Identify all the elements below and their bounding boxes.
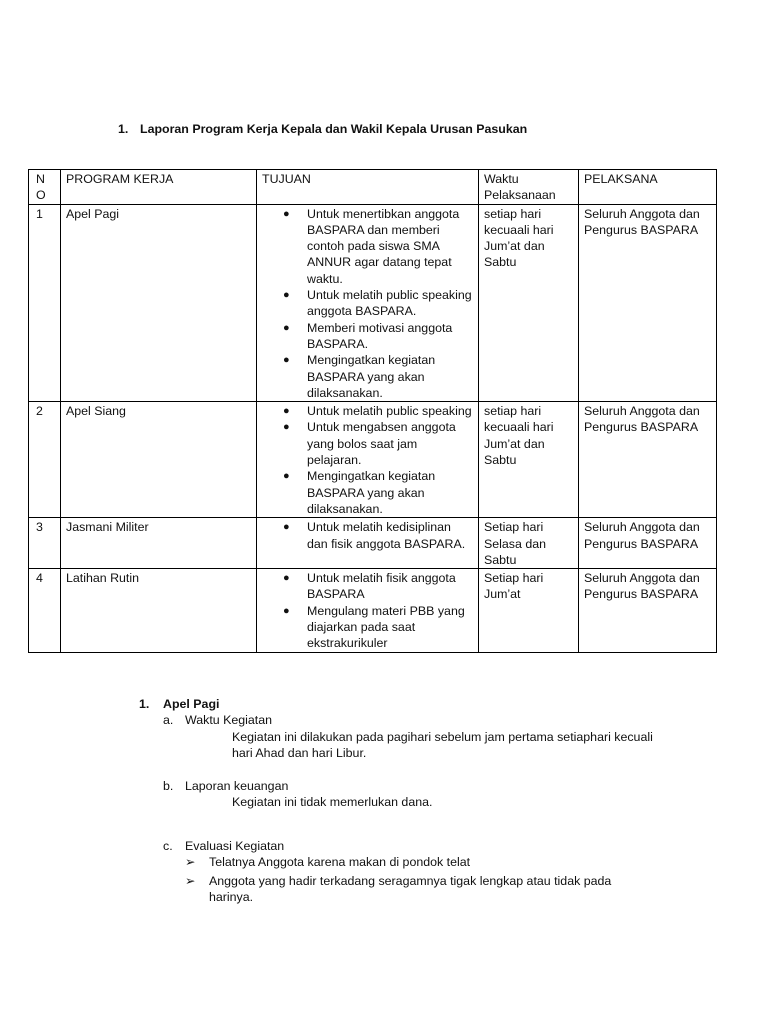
subsection-a-text-line2: hari Ahad dan hari Libur. [232,746,367,760]
subsection-b-label: b. [163,779,174,793]
tujuan-text: Untuk mengabsen anggota yang bolos saat jam pelajaran. [307,420,456,468]
row-pelaksana: Seluruh Anggota dan Pengurus BASPARA [579,204,717,402]
evaluation-item-text: Anggota yang hadir terkadang seragamnya tigak lengkap atau tidak pada [209,874,612,888]
row-program: Latihan Rutin [61,569,257,652]
table-row [29,204,717,402]
tujuan-text: Mengulang materi PBB yang diajarkan pada saat ekstrakurikuler [307,603,465,651]
header-waktu: Waktu Pelaksanaan [479,170,579,205]
row-pelaksana: Seluruh Anggota dan Pengurus BASPARA [579,518,717,569]
tujuan-item [269,403,474,419]
row-pelaksana: Seluruh Anggota dan Pengurus BASPARA [579,569,717,652]
subsection-c-title: Evaluasi Kegiatan [185,839,285,853]
row-waktu: setiap hari kecuaali hari Jum’at dan Sabtu [479,204,579,402]
row-waktu: Setiap hari Jum’at [479,569,579,652]
tujuan-item [269,206,474,287]
subsection-c-label: c. [163,839,173,853]
arrow-bullet-icon: ➢ [185,855,196,869]
program-table [28,169,717,653]
header-program: PROGRAM KERJA [61,170,257,205]
subsection-c [163,838,284,854]
section-title: Apel Pagi [163,697,220,711]
tujuan-item [269,320,474,353]
bullet-icon: ● [283,207,290,220]
evaluation-item-continuation: harinya. [209,890,254,904]
header-tujuan: TUJUAN [257,170,479,205]
subsection-a-text-line1: Kegiatan ini dilakukan pada pagihari sebelum jam pertama setiaphari kecuali [232,730,653,744]
row-tujuan [257,402,479,518]
tujuan-item [269,570,474,603]
subsection-b-text: Kegiatan ini tidak memerlukan dana. [232,795,433,809]
tujuan-item [269,419,474,468]
bullet-icon: ● [283,321,290,334]
header-no-line1: N [36,172,45,186]
subsection-a [163,712,272,728]
tujuan-item [269,287,474,320]
bullet-icon: ● [283,289,290,302]
row-tujuan [257,569,479,652]
evaluation-item-text: Telatnya Anggota karena makan di pondok telat [209,855,471,869]
tujuan-item [269,468,474,517]
subsection-a-title: Waktu Kegiatan [185,713,273,727]
bullet-icon: ● [283,405,290,418]
tujuan-text: Untuk melatih public speaking [307,404,472,419]
header-no [29,170,61,205]
section-number: 1. [139,697,150,711]
row-program: Jasmani Militer [61,518,257,569]
page-heading [118,121,527,137]
bullet-icon: ● [283,572,290,585]
tujuan-text: Mengingatkan kegiatan BASPARA yang akan dilaksanakan. [307,469,436,516]
row-program: Apel Siang [61,402,257,518]
tujuan-item [269,352,474,401]
header-pelaksana: PELAKSANA [579,170,717,205]
bullet-icon: ● [283,470,290,483]
subsection-a-label: a. [163,713,174,727]
row-no: 4 [29,569,61,652]
tujuan-item [269,519,474,552]
subsection-b [163,778,288,794]
row-tujuan [257,518,479,569]
row-pelaksana: Seluruh Anggota dan Pengurus BASPARA [579,402,717,518]
bullet-icon: ● [283,604,290,617]
table-header-row [29,170,717,205]
row-no: 1 [29,204,61,402]
row-waktu: setiap hari kecuaali hari Jum’at dan Sabtu [479,402,579,518]
table-row [29,518,717,569]
bullet-icon: ● [283,354,290,367]
evaluation-item [185,873,611,889]
table-row [29,569,717,652]
header-no-line2: O [36,188,46,203]
row-waktu: Setiap hari Selasa dan Sabtu [479,518,579,569]
bullet-icon: ● [283,421,290,434]
bullet-icon: ● [283,521,290,534]
subsection-b-title: Laporan keuangan [185,779,289,793]
tujuan-text: Mengingatkan kegiatan BASPARA yang akan dilaksanakan. [307,353,436,400]
heading-number: 1. [118,122,129,136]
heading-text: Laporan Program Kerja Kepala dan Wakil Kepala Urusan Pasukan [140,122,528,136]
tujuan-text: Memberi motivasi anggota BASPARA. [307,320,453,351]
arrow-bullet-icon: ➢ [185,874,196,888]
evaluation-item [185,854,470,870]
tujuan-text: Untuk melatih fisik anggota BASPARA [307,571,456,602]
row-program: Apel Pagi [61,204,257,402]
tujuan-text: Untuk melatih kedisiplinan dan fisik anggota BASPARA. [307,520,466,551]
row-no: 2 [29,402,61,518]
tujuan-text: Untuk melatih public speaking anggota BASPARA. [307,288,472,319]
row-tujuan [257,204,479,402]
row-no: 3 [29,518,61,569]
table-row [29,402,717,518]
tujuan-text: Untuk menertibkan anggota BASPARA dan memberi contoh pada siswa SMA ANNUR agar datang tepat waktu. [307,206,460,286]
section-heading [139,696,219,712]
tujuan-item [269,603,474,652]
